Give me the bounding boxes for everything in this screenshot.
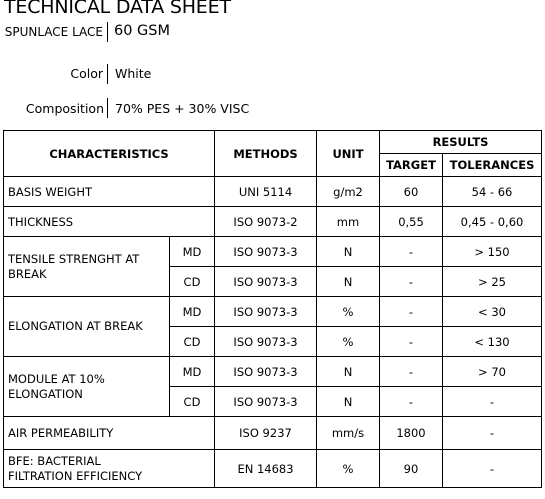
cell-md-dir: MD [170, 237, 215, 267]
product-line [0, 22, 300, 44]
cell-characteristic: TENSILE STRENGHT AT BREAK [4, 237, 170, 297]
cell-md-dir: MD [170, 357, 215, 387]
cell-method: ISO 9237 [215, 417, 317, 450]
cell-characteristic: THICKNESS [4, 207, 215, 237]
cell-cd-method: ISO 9073-3 [215, 327, 317, 357]
cell-characteristic: BFE: BACTERIAL FILTRATION EFFICIENCY [4, 450, 215, 488]
col-header-methods: METHODS [215, 131, 317, 177]
cell-cd-dir: CD [170, 267, 215, 297]
cell-target: 60 [380, 177, 443, 207]
cell-cd-target: - [380, 327, 443, 357]
cell-cd-method: ISO 9073-3 [215, 267, 317, 297]
cell-cd-tolerance: < 130 [443, 327, 542, 357]
cell-target: 90 [380, 450, 443, 488]
col-header-results: RESULTS [380, 131, 542, 154]
col-header-characteristics: CHARACTERISTICS [4, 131, 215, 177]
cell-characteristic: BASIS WEIGHT [4, 177, 215, 207]
cell-md-target: - [380, 297, 443, 327]
cell-md-unit: N [317, 237, 380, 267]
cell-characteristic: MODULE AT 10% ELONGATION [4, 357, 170, 417]
cell-target: 1800 [380, 417, 443, 450]
table-row [4, 450, 542, 488]
technical-data-table [3, 130, 542, 488]
cell-cd-unit: N [317, 267, 380, 297]
cell-unit: g/m2 [317, 177, 380, 207]
composition-value: 70% PES + 30% VISC [115, 101, 250, 116]
cell-tolerance: - [443, 450, 542, 488]
cell-cd-target: - [380, 387, 443, 417]
divider [107, 64, 108, 84]
cell-md-tolerance: < 30 [443, 297, 542, 327]
col-header-tolerances: TOLERANCES [443, 154, 542, 177]
cell-cd-target: - [380, 267, 443, 297]
col-header-target: TARGET [380, 154, 443, 177]
color-line [0, 64, 300, 86]
table-row [4, 207, 542, 237]
col-header-unit: UNIT [317, 131, 380, 177]
cell-md-target: - [380, 237, 443, 267]
cell-md-target: - [380, 357, 443, 387]
table-row [4, 177, 542, 207]
cell-method: EN 14683 [215, 450, 317, 488]
product-label: SPUNLACE LACE [4, 25, 103, 39]
cell-tolerance: 54 - 66 [443, 177, 542, 207]
cell-md-unit: % [317, 297, 380, 327]
cell-characteristic: AIR PERMEABILITY [4, 417, 215, 450]
cell-cd-dir: CD [170, 387, 215, 417]
cell-unit: % [317, 450, 380, 488]
cell-tolerance: 0,45 - 0,60 [443, 207, 542, 237]
cell-md-dir: MD [170, 297, 215, 327]
cell-method: UNI 5114 [215, 177, 317, 207]
cell-cd-tolerance: - [443, 387, 542, 417]
divider [107, 22, 108, 42]
header-row [4, 131, 542, 154]
composition-label: Composition [25, 101, 104, 116]
cell-cd-unit: % [317, 327, 380, 357]
divider [107, 98, 108, 118]
document-title: TECHNICAL DATA SHEET [4, 0, 231, 18]
table-row [4, 237, 542, 267]
cell-md-tolerance: > 150 [443, 237, 542, 267]
cell-cd-tolerance: > 25 [443, 267, 542, 297]
product-value: 60 GSM [114, 23, 171, 39]
cell-md-method: ISO 9073-3 [215, 237, 317, 267]
cell-method: ISO 9073-2 [215, 207, 317, 237]
color-label: Color [70, 66, 103, 81]
color-value: White [115, 66, 152, 81]
cell-target: 0,55 [380, 207, 443, 237]
composition-line [0, 98, 300, 120]
cell-cd-dir: CD [170, 327, 215, 357]
cell-characteristic: ELONGATION AT BREAK [4, 297, 170, 357]
cell-cd-unit: N [317, 387, 380, 417]
cell-cd-method: ISO 9073-3 [215, 387, 317, 417]
cell-md-method: ISO 9073-3 [215, 357, 317, 387]
cell-md-unit: N [317, 357, 380, 387]
table-row [4, 417, 542, 450]
cell-unit: mm/s [317, 417, 380, 450]
table-row [4, 357, 542, 387]
cell-md-method: ISO 9073-3 [215, 297, 317, 327]
cell-md-tolerance: > 70 [443, 357, 542, 387]
cell-tolerance: - [443, 417, 542, 450]
cell-unit: mm [317, 207, 380, 237]
table-row [4, 297, 542, 327]
